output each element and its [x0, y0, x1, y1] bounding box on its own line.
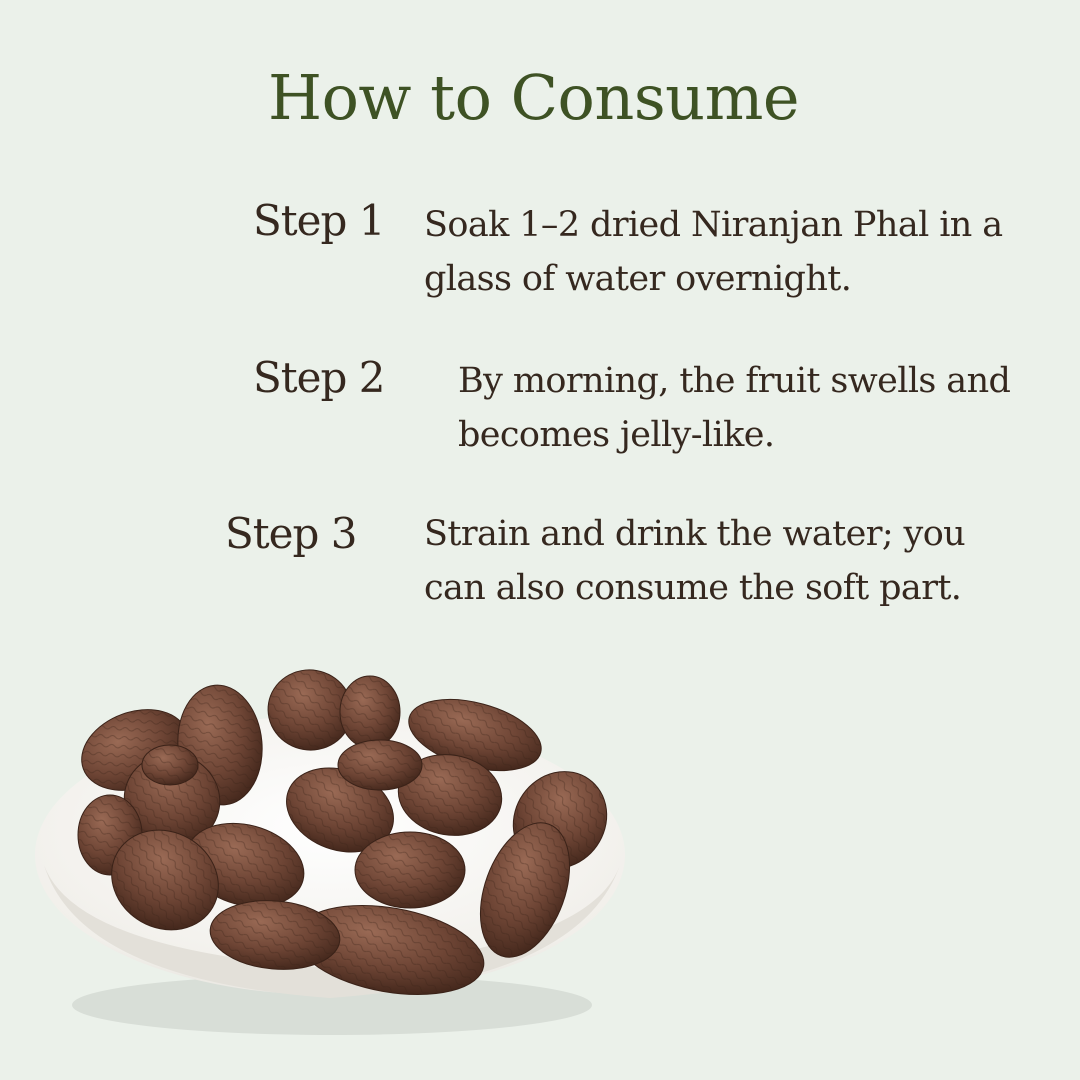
step-3-label: Step 3: [225, 509, 357, 558]
step-2-label: Step 2: [253, 353, 385, 402]
dried-fruit-texture: [340, 676, 400, 748]
step-1-text: [424, 198, 1003, 306]
dried-fruit-texture: [355, 832, 465, 908]
step-3-text: [424, 507, 965, 615]
step-1-line-1: Soak 1–2 dried Niranjan Phal in a: [424, 205, 1003, 245]
step-3-line-1: Strain and drink the water; you: [424, 514, 966, 554]
step-1-line-2: glass of water overnight.: [424, 259, 852, 299]
step-2-line-2: becomes jelly-like.: [458, 415, 775, 455]
step-3-line-2: can also consume the soft part.: [424, 568, 962, 608]
step-1-label: Step 1: [253, 196, 385, 245]
step-2-text: [458, 354, 1010, 462]
dried-fruit-texture: [142, 745, 198, 785]
page-title: How to Consume: [268, 61, 800, 134]
dried-fruit-texture: [338, 740, 422, 790]
step-2-line-1: By morning, the fruit swells and: [458, 361, 1011, 401]
bowl-of-dried-fruits-image: [20, 650, 660, 1050]
